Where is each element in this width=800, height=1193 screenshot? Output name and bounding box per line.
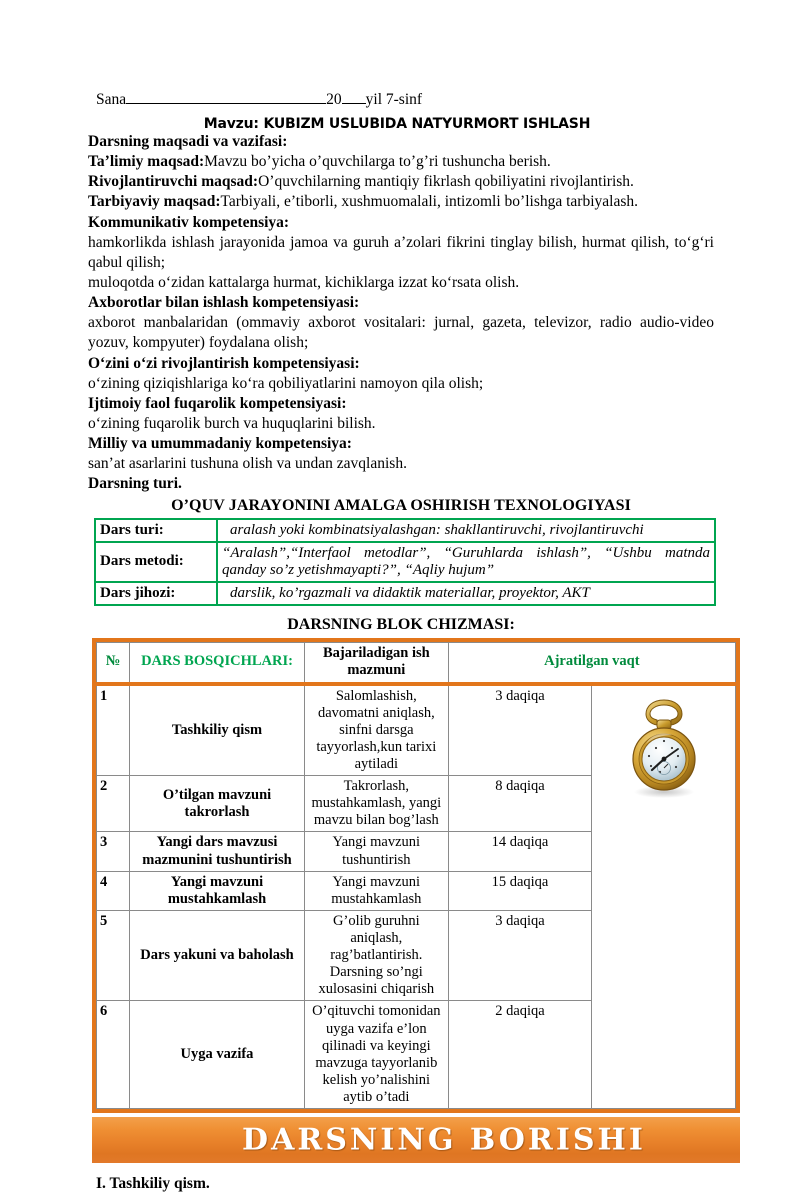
tech-value-dars-jihozi: darslik, ko’rgazmali va didaktik materiallar, proyektor, AKT — [217, 582, 715, 605]
competency-heading-national: Milliy va umummadaniy kompetensiya: — [88, 435, 352, 453]
table-row — [95, 582, 715, 605]
table-header-row — [97, 642, 736, 684]
competency-text-national-1: san’at asarlarini tushuna olish va undan zavqlanish. — [88, 455, 407, 473]
row-time: 14 daqiqa — [448, 832, 592, 871]
tech-value-dars-metodi: “Aralash”,“Interfaol metodlar”, “Guruhlarda ishlash”, “Ushbu matnda qanday so’z yetishmayapti?”, “Aqliy hujum” — [217, 542, 715, 582]
year-blank-rule — [342, 90, 366, 104]
date-blank-rule — [126, 90, 326, 104]
pocket-watch-icon — [595, 688, 732, 811]
row-stage: O’tilgan mavzuni takrorlash — [130, 776, 305, 832]
year-label: 20 — [326, 91, 342, 109]
tech-table-title: O’QUV JARAYONINI AMALGA OSHIRISH TEXNOLOGIYASI — [171, 496, 631, 514]
table-row — [97, 684, 736, 776]
aim-label: Rivojlantiruvchi maqsad: — [88, 173, 259, 191]
row-time: 3 daqiqa — [448, 910, 592, 1001]
row-content: O’qituvchi tomonidan uyga vazifa e’lon qilinadi va keyingi mavzuga tayyorlanib kelish yo’nalishini aytib o’tadi — [305, 1001, 449, 1109]
row-stage: Yangi dars mavzusi mazmunini tushuntirish — [130, 832, 305, 871]
row-content: Yangi mavzuni mustahkamlash — [305, 871, 449, 910]
darsning-borishi-banner — [92, 1117, 740, 1163]
banner-title: DARSNING BORISHI — [242, 1122, 646, 1158]
blok-table-title: DARSNING BLOK CHIZMASI: — [287, 615, 515, 633]
aim-text: Tarbiyali, e’tiborli, xushmuomalali, intizomli bo’lishga tarbiyalash. — [220, 193, 638, 211]
row-stage: Uyga vazifa — [130, 1001, 305, 1109]
col-header-time: Ajratilgan vaqt — [448, 642, 735, 684]
row-content: Takrorlash, mustahkamlash, yangi mavzu bilan bog’lash — [305, 776, 449, 832]
row-time: 8 daqiqa — [448, 776, 592, 832]
lesson-type-heading: Darsning turi. — [88, 475, 182, 493]
row-stage: Yangi mavzuni mustahkamlash — [130, 871, 305, 910]
tech-label-dars-jihozi: Dars jihozi: — [95, 582, 217, 605]
date-class-line — [88, 90, 714, 110]
competency-text-civic-1: o‘zining fuqarolik burch va huquqlarini bilish. — [88, 414, 376, 432]
technology-table — [94, 518, 716, 606]
competency-heading-civic: Ijtimoiy faol fuqarolik kompetensiyasi: — [88, 394, 347, 412]
competency-text-communicative-1: hamkorlikda ishlash jarayonida jamoa va guruh a’zolari fikrini tinglay bilish, hurmat qilish, to‘g‘ri qabul qilish; — [88, 233, 714, 271]
aim-row-rivojlantiruvchi — [88, 172, 714, 192]
row-number: 2 — [97, 776, 130, 832]
row-content: G’olib guruhni aniqlash, rag’batlantirish. Darsning so’ngi xulosasini chiqarish — [305, 910, 449, 1001]
row-content: Yangi mavzuni tushuntirish — [305, 832, 449, 871]
blok-table-frame — [92, 638, 740, 1114]
competency-text-information-1: axborot manbalaridan (ommaviy axborot vositalari: jurnal, gazeta, televizor, radio audio-video yozuv, kompyuter) foydalana olish; — [88, 314, 714, 352]
topic-title: Mavzu: KUBIZM USLUBIDA NATYURMORT ISHLASH — [203, 116, 591, 132]
competency-heading-communicative: Kommunikativ kompetensiya: — [88, 213, 290, 231]
row-content: Salomlashish, davomatni aniqlash, sinfni darsga tayyorlash,kun tarixi aytiladi — [305, 684, 449, 776]
section-note-tashkiliy-qism: I. Tashkiliy qism. — [96, 1175, 210, 1193]
competency-text-communicative-2: muloqotda o‘zidan kattalarga hurmat, kichiklarga izzat ko‘rsata olish. — [88, 273, 520, 291]
pocket-watch-cell — [592, 684, 736, 1109]
col-header-number: № — [97, 642, 130, 684]
aim-label: Tarbiyaviy maqsad: — [88, 193, 221, 211]
row-time: 15 daqiqa — [448, 871, 592, 910]
aim-text: O’quvchilarning mantiqiy fikrlash qobiliyatini rivojlantirish. — [258, 173, 634, 191]
aims-heading: Darsning maqsadi va vazifasi: — [88, 133, 288, 150]
aim-row-talimiy — [88, 152, 714, 172]
row-number: 6 — [97, 1001, 130, 1109]
table-row — [95, 542, 715, 582]
row-stage: Tashkiliy qism — [130, 684, 305, 776]
competency-text-selfdev-1: o‘zining qiziqishlariga ko‘ra qobiliyatlarini namoyon qila olish; — [88, 374, 484, 392]
aim-text: Mavzu bo’yicha o’quvchilarga to’g’ri tushuncha berish. — [204, 153, 551, 171]
table-row — [95, 519, 715, 542]
row-time: 3 daqiqa — [448, 684, 592, 776]
tech-value-dars-turi: aralash yoki kombinatsiyalashgan: shakllantiruvchi, rivojlantiruvchi — [217, 519, 715, 542]
competency-heading-information: Axborotlar bilan ishlash kompetensiyasi: — [88, 294, 360, 312]
row-time: 2 daqiqa — [448, 1001, 592, 1109]
tech-label-dars-turi: Dars turi: — [95, 519, 217, 542]
row-number: 5 — [97, 910, 130, 1001]
class-label: yil 7-sinf — [365, 91, 423, 109]
row-number: 4 — [97, 871, 130, 910]
aim-label: Ta’limiy maqsad: — [88, 153, 205, 171]
aim-row-tarbiyaviy — [88, 192, 714, 212]
tech-label-dars-metodi: Dars metodi: — [95, 542, 217, 582]
document-body — [88, 90, 714, 1193]
col-header-content: Bajariladigan ish mazmuni — [305, 642, 449, 684]
lesson-block-table — [96, 642, 736, 1110]
competency-heading-selfdev: O‘zini o‘zi rivojlantirish kompetensiyasi: — [88, 354, 360, 372]
col-header-stage: DARS BOSQICHLARI: — [130, 642, 305, 684]
row-number: 1 — [97, 684, 130, 776]
row-number: 3 — [97, 832, 130, 871]
date-label: Sana — [96, 91, 127, 109]
row-stage: Dars yakuni va baholash — [130, 910, 305, 1001]
